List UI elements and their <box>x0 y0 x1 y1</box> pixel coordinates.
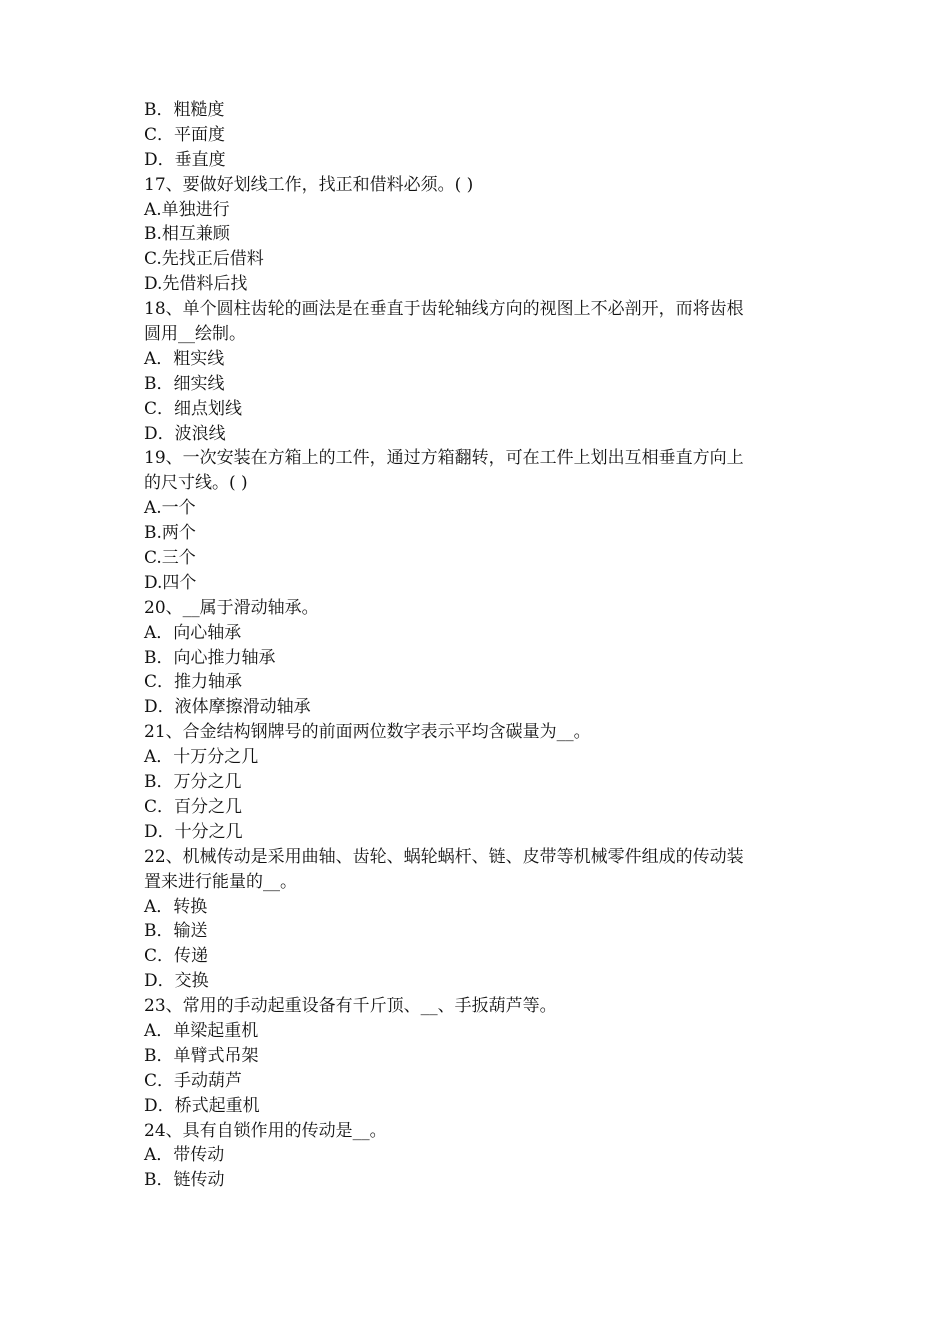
option-b-q16: B．粗糙度 <box>144 100 225 120</box>
option-c-q22: C．传递 <box>144 946 209 967</box>
question-18-line-2: 圆用__绘制。 <box>144 324 246 345</box>
question-24: 24、具有自锁作用的传动是__。 <box>144 1120 387 1141</box>
option-d-q16: D．垂直度 <box>144 149 226 170</box>
option-a-q17: A.单独进行 <box>144 199 230 220</box>
option-a-q24: A．带传动 <box>144 1145 225 1166</box>
question-19-line-1: 19、一次安装在方箱上的工件，通过方箱翻转，可在工件上划出互相垂直方向上 <box>144 448 744 469</box>
option-d-q20: D．液体摩擦滑动轴承 <box>144 697 311 718</box>
option-c-q19: C.三个 <box>144 548 196 569</box>
option-c-q18: C．细点划线 <box>144 398 243 419</box>
option-c-q23: C．手动葫芦 <box>144 1070 243 1091</box>
option-b-q24: B．链传动 <box>144 1170 225 1191</box>
option-b-q20: B．向心推力轴承 <box>144 647 276 668</box>
option-b-q23: B．单臂式吊架 <box>144 1045 259 1066</box>
question-18-line-1: 18、单个圆柱齿轮的画法是在垂直于齿轮轴线方向的视图上不必剖开，而将齿根 <box>144 299 744 320</box>
question-23: 23、常用的手动起重设备有千斤顶、__、手扳葫芦等。 <box>144 996 557 1017</box>
option-c-q20: C．推力轴承 <box>144 672 243 693</box>
option-d-q23: D．桥式起重机 <box>144 1095 260 1116</box>
option-d-q17: D.先借料后找 <box>144 274 248 295</box>
option-a-q23: A．单梁起重机 <box>144 1020 259 1041</box>
option-a-q21: A．十万分之几 <box>144 747 259 768</box>
option-b-q19: B.两个 <box>144 523 196 544</box>
option-b-q22: B．输送 <box>144 921 208 942</box>
question-17: 17、要做好划线工作，找正和借料必须。( ) <box>144 174 474 195</box>
option-a-q18: A．粗实线 <box>144 348 225 369</box>
question-22-line-2: 置来进行能量的__。 <box>144 871 297 892</box>
option-c-q17: C.先找正后借料 <box>144 249 264 270</box>
question-20: 20、__属于滑动轴承。 <box>144 597 319 618</box>
option-d-q21: D．十分之几 <box>144 821 243 842</box>
option-d-q22: D．交换 <box>144 971 209 992</box>
option-b-q18: B．细实线 <box>144 373 225 394</box>
option-a-q20: A．向心轴承 <box>144 622 242 643</box>
question-21: 21、合金结构钢牌号的前面两位数字表示平均含碳量为__。 <box>144 722 591 743</box>
option-d-q19: D.四个 <box>144 572 197 593</box>
document-page <box>144 98 824 1193</box>
option-a-q22: A．转换 <box>144 896 208 917</box>
option-c-q16: C．平面度 <box>144 124 226 145</box>
question-19-line-2: 的尺寸线。( ) <box>144 473 248 494</box>
question-22-line-1: 22、机械传动是采用曲轴、齿轮、蜗轮蜗杆、链、皮带等机械零件组成的传动装 <box>144 846 744 867</box>
option-b-q21: B．万分之几 <box>144 772 242 793</box>
option-c-q21: C．百分之几 <box>144 796 243 817</box>
option-b-q17: B.相互兼顾 <box>144 224 230 245</box>
option-a-q19: A.一个 <box>144 498 196 519</box>
option-d-q18: D．波浪线 <box>144 423 226 444</box>
